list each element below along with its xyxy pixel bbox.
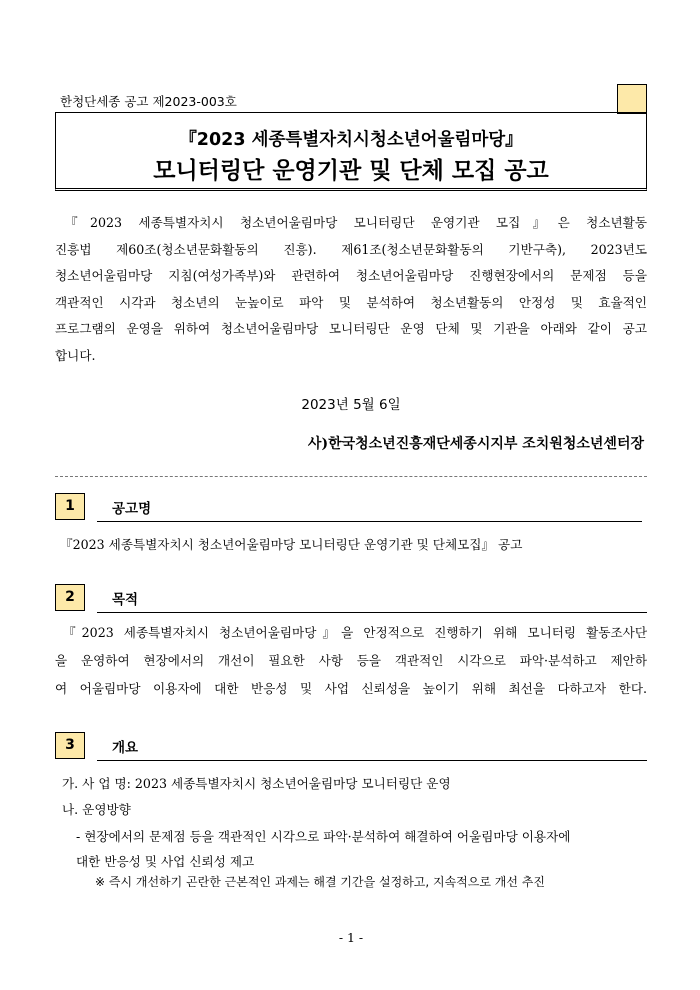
intro-line: 진흥법 제60조(청소년문화활동의 진흥). 제61조(청소년문화활동의 기반구축), 2023년도 <box>55 241 647 257</box>
section-2-paragraph <box>55 619 647 703</box>
section-2-rule <box>97 612 647 613</box>
section-3-dash-line1: - 현장에서의 문제점 등을 객관적인 시각으로 파악·분석하여 해결하여 어울림마당 이용자에 <box>76 829 571 844</box>
section-3-item-ga: 가. 사 업 명: 2023 세종특별자치시 청소년어울림마당 모니터링단 운영 <box>62 776 451 791</box>
notice-number: 한청단세종 공고 제2023-003호 <box>60 94 237 109</box>
section-3-dash-line2: 대한 반응성 및 사업 신뢰성 제고 <box>76 854 255 869</box>
section-2-line: 여 어울림마당 이용자에 대한 반응성 및 사업 신뢰성을 높이기 위해 최선을 다하고자 한다. <box>55 681 647 696</box>
intro-line: 객관적인 시각과 청소년의 눈높이로 파악 및 분석하여 청소년활동의 안정성 및 효율적인 <box>55 294 647 310</box>
intro-line: 프로그램의 운영을 위하여 청소년어울림마당 모니터링단 운영 단체 및 기관을 아래와 같이 공고 <box>55 321 647 336</box>
intro-paragraph <box>55 210 647 369</box>
section-1-rule <box>97 521 642 522</box>
notice-date: 2023년 5월 6일 <box>301 397 401 413</box>
section-3-item-na: 나. 운영방향 <box>62 802 131 817</box>
section-2-line: 『2023 세종특별자치시 청소년어울림마당』을 안정적으로 진행하기 위해 모니터링 활동조사단 <box>63 625 647 640</box>
issuer: 사)한국청소년진흥재단세종시지부 조치원청소년센터장 <box>307 436 644 452</box>
section-2-line: 을 운영하여 현장에서의 개선이 필요한 사항 등을 객관적인 시각으로 파악·분석하고 제안하 <box>55 653 647 668</box>
page-number: - 1 - <box>338 930 364 945</box>
document-title-line1: 『2023 세종특별자치시청소년어울림마당』 <box>179 130 523 150</box>
section-divider <box>55 476 647 477</box>
section-3-rule <box>97 760 647 761</box>
intro-line: 『2023 세종특별자치시 청소년어울림마당 모니터링단 운영기관 모집』은 청소년활동 <box>65 215 647 230</box>
section-1-number: 1 <box>55 493 85 520</box>
section-2-number: 2 <box>55 584 85 611</box>
section-3-title: 개요 <box>112 740 139 756</box>
section-2-title: 목적 <box>112 592 139 608</box>
section-3-number: 3 <box>55 732 85 759</box>
section-1-content: 『2023 세종특별자치시 청소년어울림마당 모니터링단 운영기관 및 단체모집』 공고 <box>60 537 523 552</box>
section-1-title: 공고명 <box>112 501 152 517</box>
intro-line: 청소년어울림마당 지침(여성가족부)와 관련하여 청소년어울림마당 진행현장에서의 문제점 등을 <box>55 268 647 283</box>
corner-box <box>617 84 647 114</box>
intro-line: 합니다. <box>55 347 96 363</box>
document-title-line2: 모니터링단 운영기관 및 단체 모집 공고 <box>153 158 549 184</box>
section-3-note: ※ 즉시 개선하기 곤란한 근본적인 과제는 해결 기간을 설정하고, 지속적으로 개선 추진 <box>95 875 545 889</box>
